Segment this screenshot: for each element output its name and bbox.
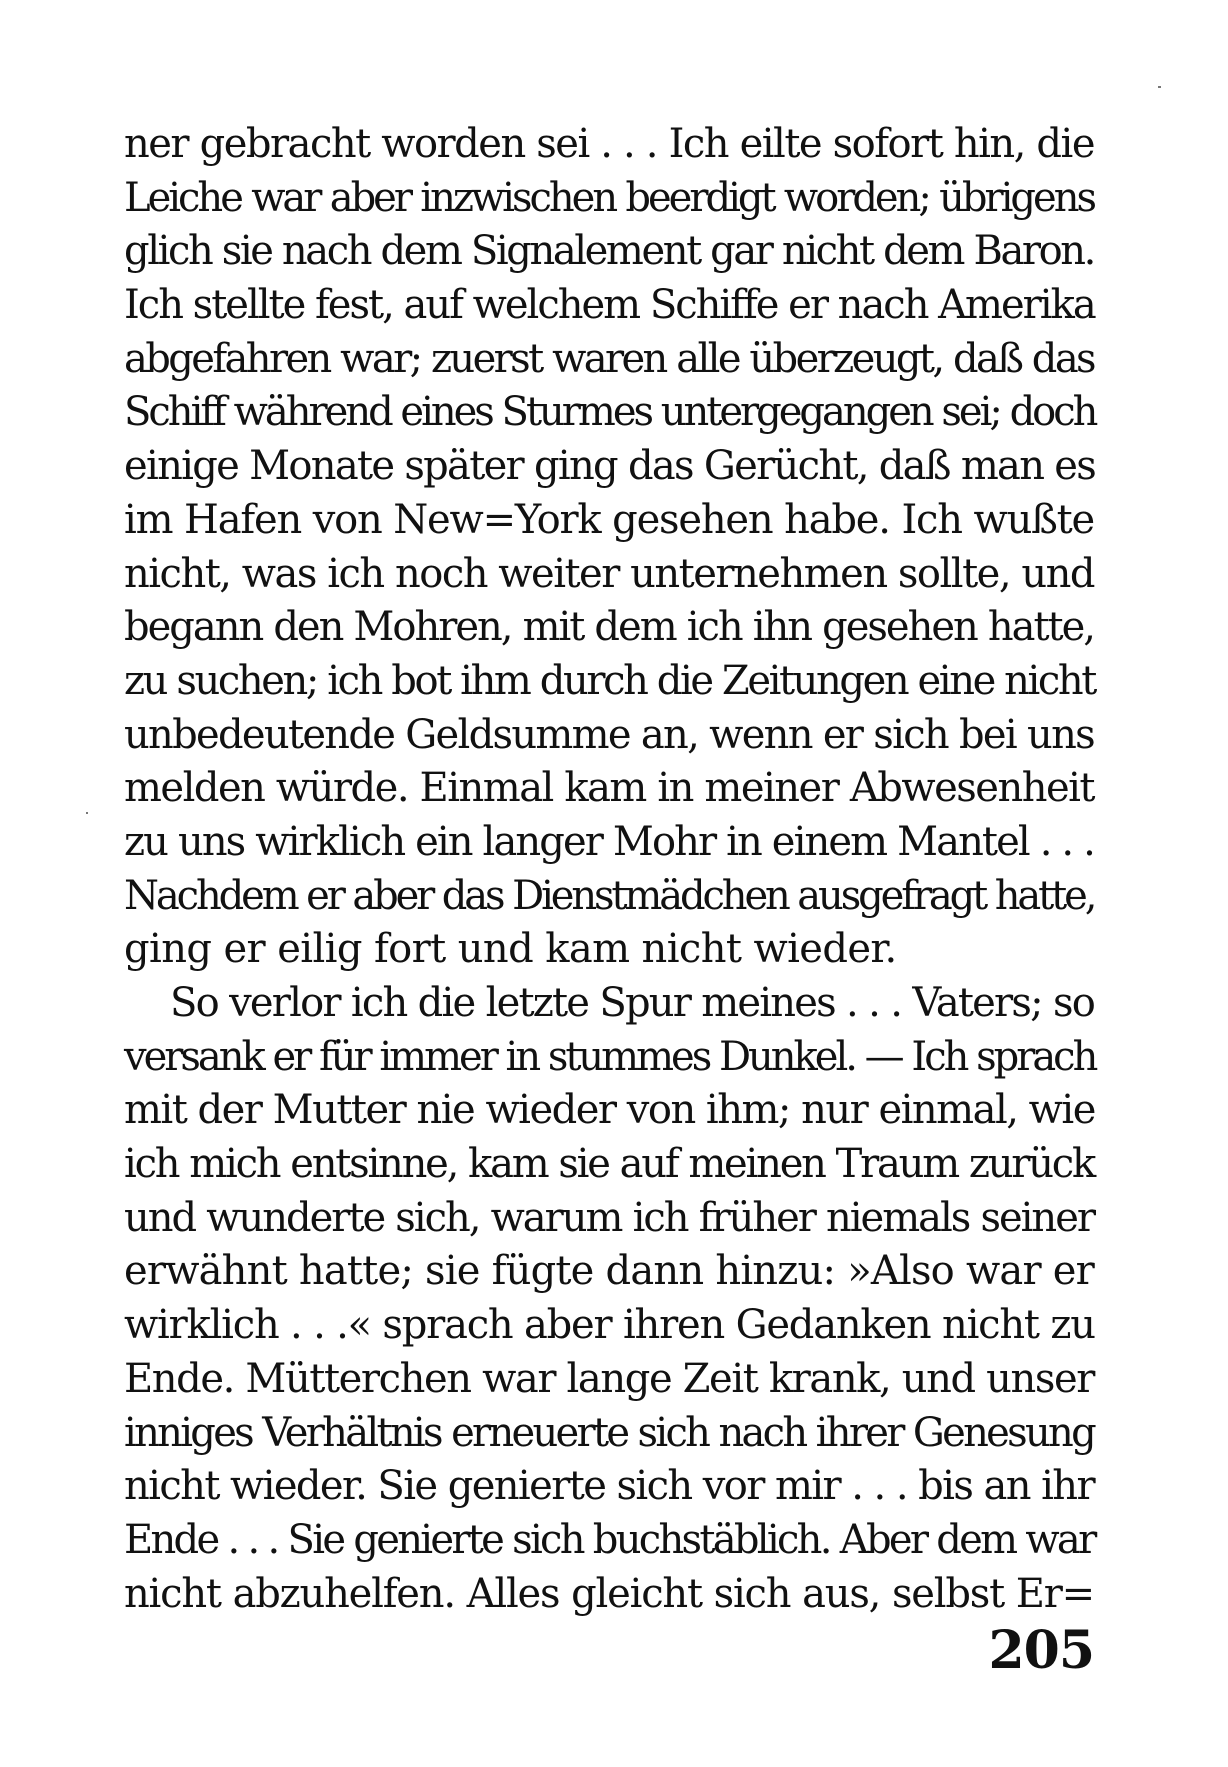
paragraph-end-line: ging er eilig fort und kam nicht wieder.	[124, 926, 897, 973]
text-line: Ich stellte fest, auf welchem Schiffe er nach Amerika	[124, 282, 1095, 329]
text-line: Leiche war aber inzwischen beerdigt worden; übrigens	[124, 174, 1094, 221]
text-line: ner gebracht worden sei . . . Ich eilte sofort hin, die	[124, 121, 1094, 167]
text-line: melden würde. Einmal kam in meiner Abwesenheit	[124, 765, 1094, 812]
paragraph-start-line: So verlor ich die letzte Spur meines . . . Vaters; so	[170, 980, 1094, 1026]
text-line: im Hafen von New=York gesehen habe. Ich wußte	[124, 496, 1094, 543]
text-line: einige Monate später ging das Gerücht, daß man es	[124, 443, 1096, 490]
text-line: abgefahren war; zuerst waren alle überzeugt, daß das	[124, 335, 1094, 382]
text-line: erwähnt hatte; sie fügte dann hinzu: »Also war er	[124, 1248, 1094, 1295]
text-line: und wunderte sich, warum ich früher niemals seiner	[124, 1194, 1094, 1241]
text-line: Ende. Mütterchen war lange Zeit krank, und unser	[124, 1355, 1094, 1402]
text-line: nicht abzuhelfen. Alles gleicht sich aus, selbst Er=	[124, 1570, 1094, 1617]
text-line: wirklich . . .« sprach aber ihren Gedanken nicht zu	[124, 1302, 1095, 1349]
body-text	[124, 118, 1094, 1621]
text-line: nicht wieder. Sie genierte sich vor mir . . . bis an ihr	[124, 1463, 1094, 1510]
text-line: zu uns wirklich ein langer Mohr in einem Mantel . . .	[124, 818, 1094, 865]
text-line: ich mich entsinne, kam sie auf meinen Traum zurück	[124, 1141, 1094, 1188]
scan-speck	[1158, 86, 1161, 88]
text-line: versank er für immer in stummes Dunkel. — Ich sprach	[124, 1033, 1096, 1080]
text-line: glich sie nach dem Signalement gar nicht dem Baron.	[124, 228, 1094, 275]
text-line: unbedeutende Geldsumme an, wenn er sich bei uns	[124, 711, 1094, 758]
text-line: Nachdem er aber das Dienstmädchen ausgefragt hatte,	[124, 872, 1095, 919]
text-line: nicht, was ich noch weiter unternehmen sollte, und	[124, 550, 1094, 597]
text-line: zu suchen; ich bot ihm durch die Zeitungen eine nicht	[124, 657, 1095, 704]
text-line: begann den Mohren, mit dem ich ihn gesehen hatte,	[124, 604, 1094, 651]
text-line: inniges Verhältnis erneuerte sich nach ihrer Genesung	[124, 1409, 1094, 1456]
text-line: Ende . . . Sie genierte sich buchstäblich. Aber dem war	[124, 1516, 1095, 1563]
text-line: Schiff während eines Sturmes untergegangen sei; doch	[124, 389, 1096, 436]
text-line: mit der Mutter nie wieder von ihm; nur einmal, wie	[124, 1087, 1095, 1134]
page-number: 205	[988, 1620, 1094, 1681]
scan-speck	[86, 812, 88, 814]
